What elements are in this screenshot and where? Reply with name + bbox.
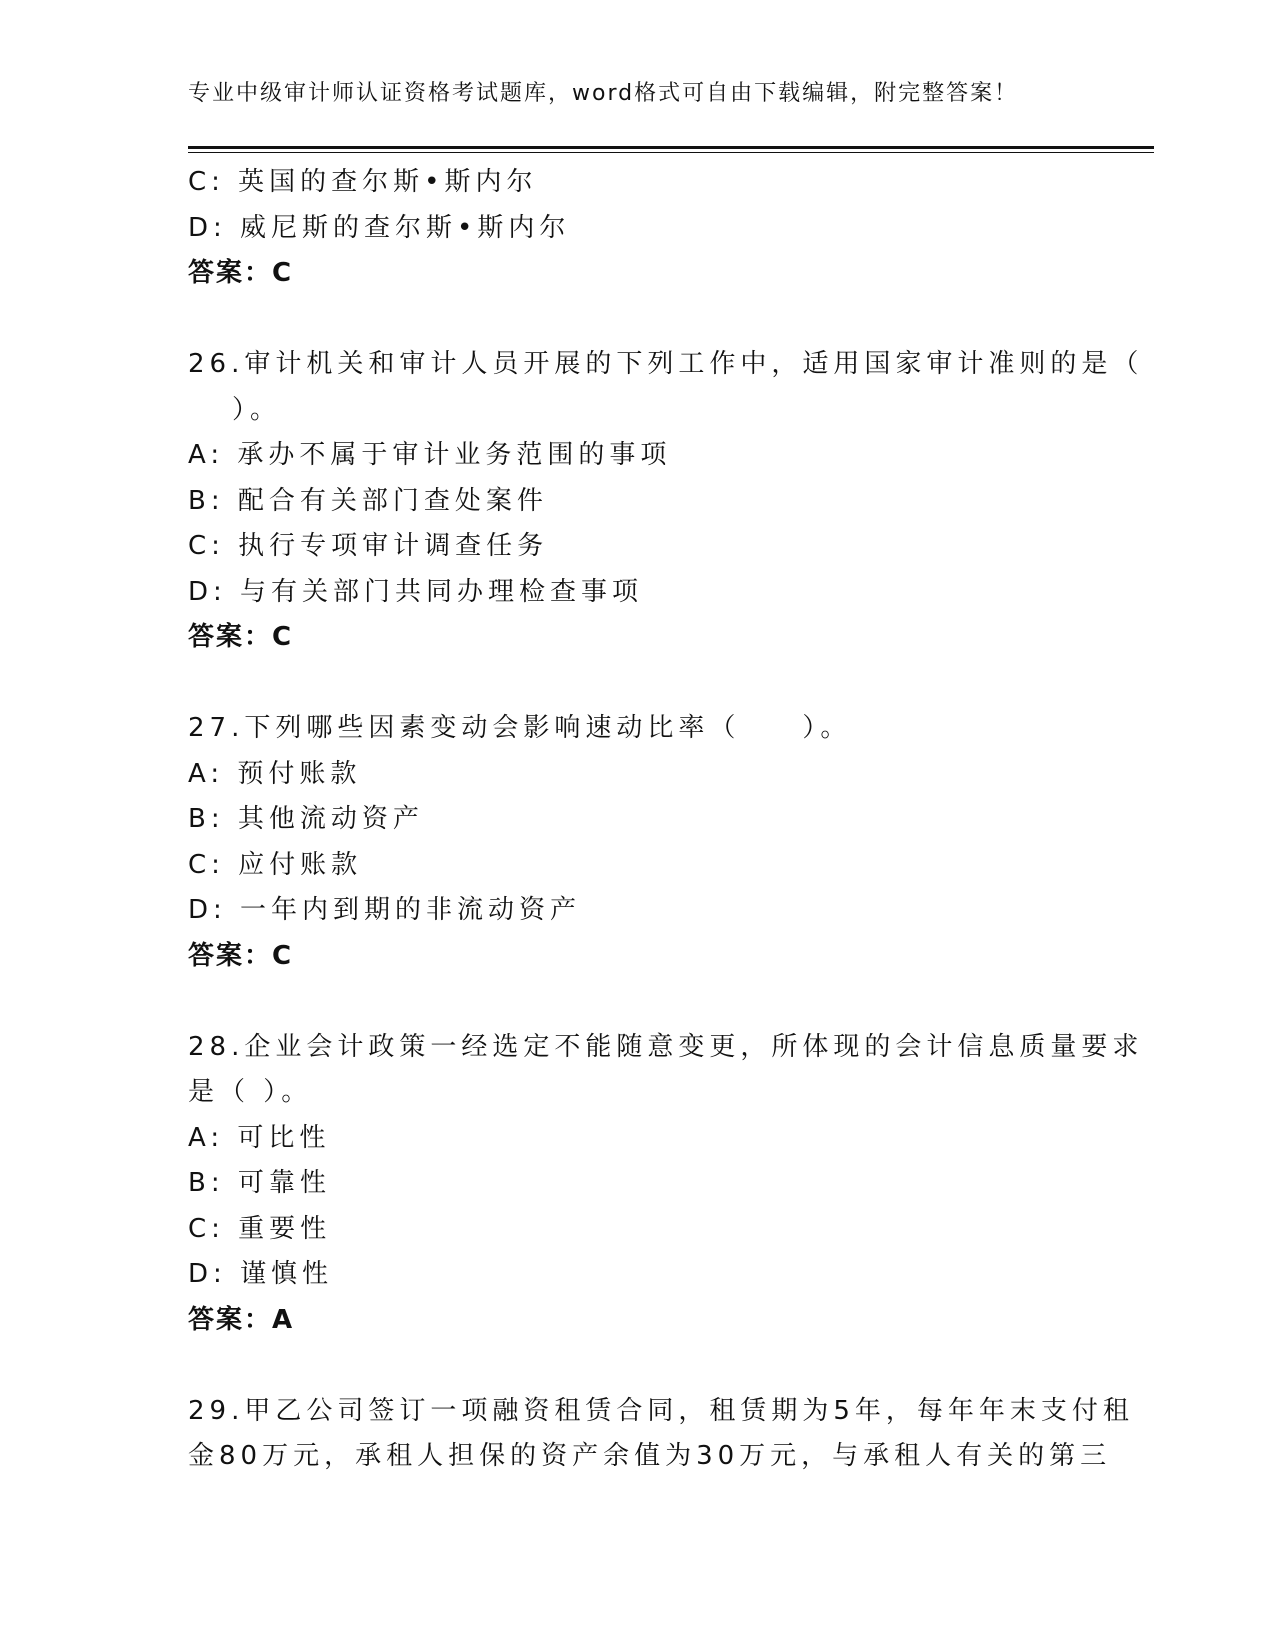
option-d: D: 谨慎性 xyxy=(188,1259,334,1289)
option-b: B: 可靠性 xyxy=(188,1168,331,1198)
option-d: D: 一年内到期的非流动资产 xyxy=(188,895,582,925)
answer: 答案：C xyxy=(188,622,294,652)
option-c: C: 重要性 xyxy=(188,1213,332,1244)
question-content xyxy=(188,160,1144,1480)
option-a: A: 预付账款 xyxy=(188,758,362,789)
question-28-stem: 28.企业会计政策一经选定不能随意变更，所体现的会计信息质量要求 xyxy=(188,1031,1144,1062)
page-header: 专业中级审计师认证资格考试题库，word格式可自由下载编辑，附完整答案！ xyxy=(188,81,1019,106)
spacer xyxy=(188,979,1088,1025)
question-26-stem-cont: ）。 xyxy=(232,394,282,425)
option-a: A: 可比性 xyxy=(188,1122,331,1153)
question-28-stem-cont: 是（ ）。 xyxy=(188,1077,313,1107)
option-d: D: 威尼斯的查尔斯•斯内尔 xyxy=(188,212,571,243)
answer: 答案：C xyxy=(188,258,294,288)
question-27-stem: 27.下列哪些因素变动会影响速动比率（ ）。 xyxy=(188,713,852,743)
question-29-stem-cont: 金80万元，承租人担保的资产余值为30万元，与承租人有关的第三 xyxy=(188,1441,1112,1471)
question-29-stem: 29.甲乙公司签订一项融资租赁合同，租赁期为5年，每年年末支付租 xyxy=(188,1395,1134,1426)
header-rule-thin xyxy=(188,152,1154,153)
option-c: C: 应付账款 xyxy=(188,849,363,880)
option-a: A: 承办不属于审计业务范围的事项 xyxy=(188,440,672,470)
option-c: C: 执行专项审计调查任务 xyxy=(188,531,549,561)
header-rule-thick xyxy=(188,146,1154,149)
spacer xyxy=(188,297,1088,343)
question-26-stem: 26.审计机关和审计人员开展的下列工作中，适用国家审计准则的是（ xyxy=(188,349,1144,379)
answer: 答案：C xyxy=(188,940,294,971)
spacer xyxy=(188,1343,1088,1389)
spacer xyxy=(188,661,1088,707)
option-c: C: 英国的查尔斯•斯内尔 xyxy=(188,167,538,197)
option-d: D: 与有关部门共同办理检查事项 xyxy=(188,576,644,607)
option-b: B: 配合有关部门查处案件 xyxy=(188,485,548,516)
option-b: B: 其他流动资产 xyxy=(188,804,424,834)
answer: 答案：A xyxy=(188,1304,295,1335)
